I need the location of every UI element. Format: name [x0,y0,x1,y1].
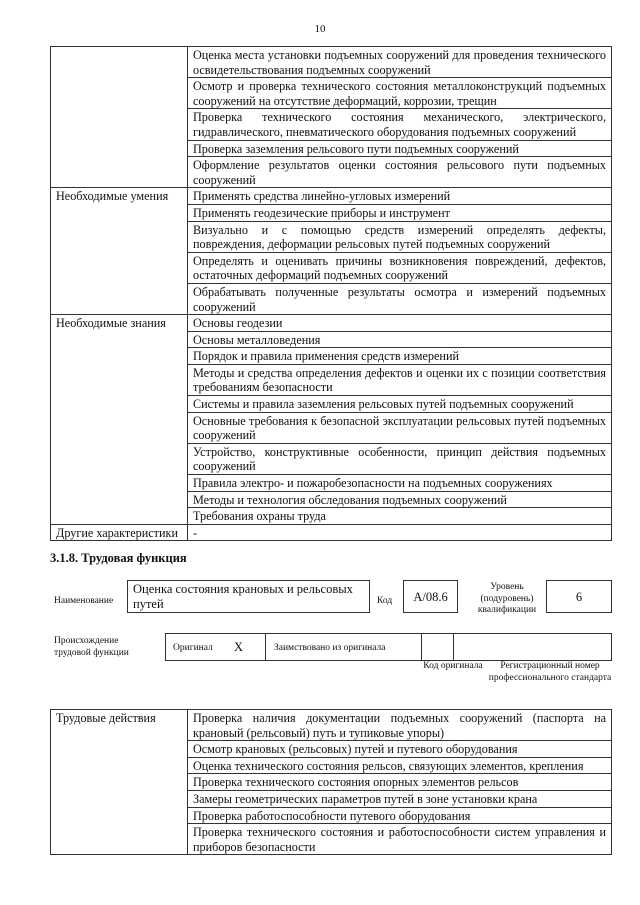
origin-divider-1 [265,633,266,661]
row-item: Оценка места установки подъемных сооружений для проведения технического освидетельствования подъемных сооружений [188,47,612,78]
borrowed-label: Заимствовано из оригинала [274,643,386,653]
row-item: Основы геодезии [188,315,612,332]
table-row [51,315,612,332]
row-label: Другие характеристики [51,524,188,541]
row-item: Замеры геометрических параметров путей в зоне установки крана [188,790,612,807]
row-item: Проверка технического состояния опорных элементов рельсов [188,774,612,791]
level-label: Уровень (подуровень) квалификации [477,582,537,615]
row-item: Методы и средства определения дефектов и оценки их с позиции соответствия требованиям безопасности [188,364,612,395]
row-item: Оформление результатов оценки состояния рельсового пути подъемных сооружений [188,157,612,188]
row-item: Применять геодезические приборы и инструмент [188,204,612,221]
function-name-value: Оценка состояния крановых и рельсовых путей [133,582,353,611]
row-item: Определять и оценивать причины возникновения повреждений, дефектов, остаточных деформаций подъемных сооружений [188,252,612,283]
row-item: Проверка работоспособности путевого оборудования [188,807,612,824]
code-caption: Код оригинала [423,661,483,671]
table-row [51,188,612,205]
row-item: - [188,524,612,541]
row-item: Методы и технология обследования подъемных сооружений [188,491,612,508]
row-item: Осмотр крановых (рельсовых) путей и путевого оборудования [188,741,612,758]
code-box [403,580,458,613]
level-box [546,580,612,613]
row-item: Проверка технического состояния механического, электрического, гидравлического, пневматического оборудования подъемных сооружений [188,109,612,140]
original-mark: X [234,640,244,654]
function-name-box [127,580,370,613]
row-label: Необходимые умения [51,188,188,315]
table-row [51,47,612,78]
origin-divider-2 [421,633,422,661]
labor-actions-table [50,709,612,855]
level-value: 6 [575,590,583,604]
skills-knowledge-table [50,46,612,541]
code-value: A/08.6 [413,590,448,604]
row-label: Необходимые знания [51,315,188,525]
origin-label: Происхождение трудовой функции [54,636,129,658]
row-item: Проверка технического состояния и работоспособности систем управления и приборов безопасности [188,824,612,855]
reg-caption: Регистрационный номер профессионального стандарта [488,661,612,683]
table-row [51,524,612,541]
row-item: Устройство, конструктивные особенности, принцип действия подъемных сооружений [188,443,612,474]
row-item: Требования охраны труда [188,508,612,525]
row-item: Системы и правила заземления рельсовых путей подъемных сооружений [188,396,612,413]
original-label: Оригинал [173,643,213,653]
row-item: Оценка технического состояния рельсов, связующих элементов, крепления [188,757,612,774]
row-item: Обрабатывать полученные результаты осмотра и измерений подъемных сооружений [188,283,612,314]
name-label: Наименование [54,596,114,606]
row-item: Проверка наличия документации подъемных сооружений (паспорта на крановый (рельсовый) путь и тупиковые упоры) [188,710,612,741]
row-item: Осмотр и проверка технического состояния металлоконструкций подъемных сооружений на отсутствие деформаций, коррозии, трещин [188,78,612,109]
section-title: 3.1.8. Трудовая функция [50,551,187,565]
row-item: Применять средства линейно-угловых измерений [188,188,612,205]
code-label: Код [377,596,393,606]
row-item: Основные требования к безопасной эксплуатации рельсовых путей подъемных сооружений [188,412,612,443]
row-label: Трудовые действия [51,710,188,855]
row-item: Основы металловедения [188,331,612,348]
table1-body [51,47,612,541]
table-row [51,710,612,741]
origin-box [165,633,612,661]
row-label [51,47,188,188]
row-item: Проверка заземления рельсового пути подъемных сооружений [188,140,612,157]
row-item: Порядок и правила применения средств измерений [188,348,612,365]
table2-body [51,710,612,855]
row-item: Правила электро- и пожаробезопасности на подъемных сооружениях [188,475,612,492]
origin-divider-3 [453,633,454,661]
row-item: Визуально и с помощью средств измерений определять дефекты, повреждения, деформации рельсовых путей подъемных сооружений [188,221,612,252]
page-number: 10 [314,23,326,35]
